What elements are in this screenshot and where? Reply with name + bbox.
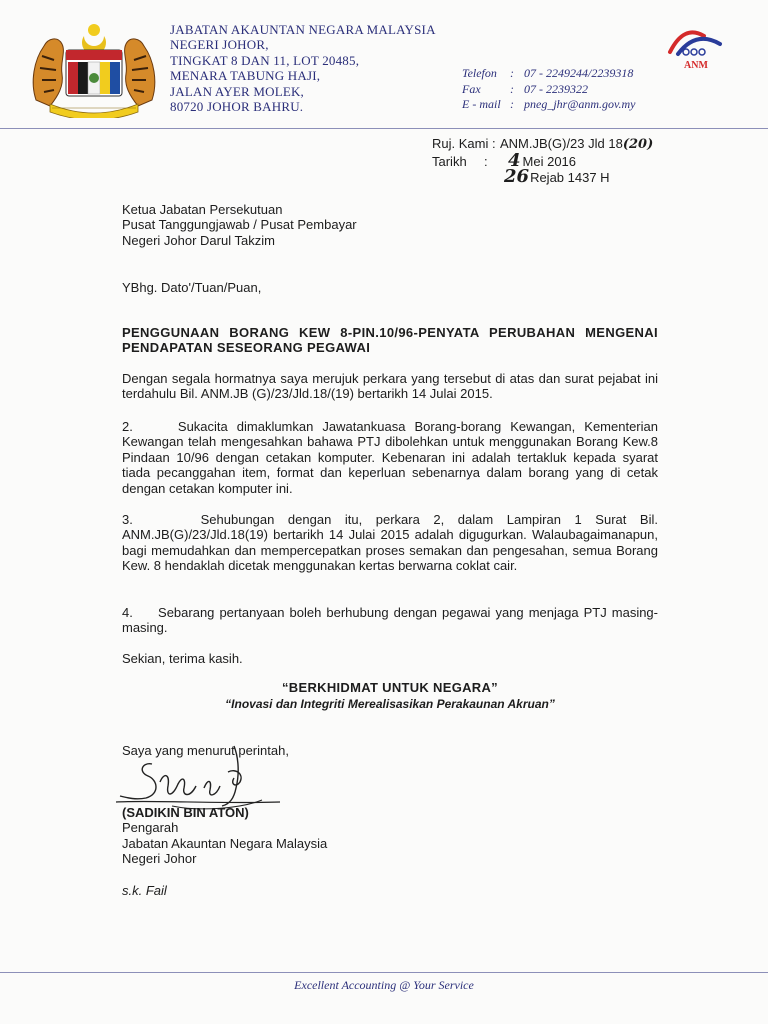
agency-line: NEGERI JOHOR, bbox=[170, 37, 269, 53]
hijri-handwritten-day: 26 bbox=[504, 166, 530, 187]
paragraph-2: 2. Sukacita dimaklumkan Jawatankuasa Borang-borang Kewangan, Kementerian Kewangan telah mengesahkan bahawa PTJ dibolehkan untuk menggunakan Borang Kew.8 Pindaan 10/96 dengan cetakan komputer. Kebenaran ini adalah tertakluk kepada syarat tiada pecanggahan item, format dan keperluan sebenarnya dalam borang yang di cetak dengan cetakan komputer ini. bbox=[122, 419, 658, 496]
email-value: pneg_jhr@anm.gov.my bbox=[524, 97, 636, 111]
ruj-row bbox=[432, 136, 653, 153]
logo-text: ANM bbox=[684, 60, 708, 71]
fax-value: 07 - 2239322 bbox=[524, 81, 588, 96]
agency-line: MENARA TABUNG HAJI, bbox=[170, 68, 321, 84]
footer-tagline: Excellent Accounting @ Your Service bbox=[294, 978, 474, 992]
anm-logo bbox=[664, 22, 726, 72]
coat-of-arms-image bbox=[28, 22, 160, 118]
motto-block bbox=[122, 680, 658, 711]
motto-line-2: “Inovasi dan Integriti Merealisasikan Perakaunan Akruan” bbox=[225, 697, 555, 711]
header-rule bbox=[0, 128, 768, 129]
agency-line: JALAN AYER MOLEK, bbox=[170, 83, 305, 99]
footer-rule bbox=[0, 972, 768, 973]
motto-line-1: “BERKHIDMAT UNTUK NEGARA” bbox=[282, 680, 498, 695]
separator: : bbox=[510, 97, 514, 111]
salutation: YBhg. Dato'/Tuan/Puan, bbox=[122, 280, 262, 295]
contact-block bbox=[462, 66, 635, 113]
subject-title: PENGGUNAAN BORANG KEW 8-PIN.10/96-PENYATA PERUBAHAN MENGENAI PENDAPATAN SESEORANG PEGAWAI bbox=[122, 325, 658, 356]
addressee-line: Negeri Johor Darul Takzim bbox=[122, 232, 275, 248]
separator: : bbox=[510, 66, 514, 80]
tarikh-separator: : bbox=[484, 153, 488, 169]
fax-label: Fax bbox=[462, 81, 481, 96]
paragraph-4: 4. Sebarang pertanyaan boleh berhubung dengan pegawai yang menjaga PTJ masing-masing. bbox=[122, 605, 658, 636]
agency-address-block bbox=[170, 22, 436, 114]
cc-line: s.k. Fail bbox=[122, 883, 167, 898]
reference-block bbox=[432, 136, 653, 186]
hijri-value: Rejab 1437 H bbox=[530, 170, 610, 185]
paragraph-3: 3. Sehubungan dengan itu, perkara 2, dalam Lampiran 1 Surat Bil. ANM.JB(G)/23/Jld.18(19) bertarikh 14 Julai 2015 adalah digugurkan. Walaubagaimanapun, bagi memudahkan dan mempercepatkan proses semakan dan pengesahan, semua Borang Kew. 8 hendaklah dicetak menggunakan kertas berwarna coklat cair. bbox=[122, 512, 658, 574]
fax-row bbox=[462, 82, 635, 98]
signatory-title: Pengarah bbox=[122, 820, 179, 836]
signatory-block bbox=[122, 805, 658, 867]
tarikh-value: Mei 2016 bbox=[522, 153, 577, 169]
ruj-handwritten: (20) bbox=[622, 137, 654, 152]
addressee-line: Pusat Tanggungjawab / Pusat Pembayar bbox=[122, 217, 357, 233]
paragraph-1: Dengan segala hormatnya saya merujuk perkara yang tersebut di atas dan surat pejabat ini terdahulu Bil. ANM.JB (G)/23/Jld.18/(19) bertarikh 14 Julai 2015. bbox=[122, 371, 658, 402]
addressee-line: Ketua Jabatan Persekutuan bbox=[122, 202, 283, 217]
agency-line: JABATAN AKAUNTAN NEGARA MALAYSIA bbox=[170, 22, 436, 37]
tarikh-label: Tarikh bbox=[432, 153, 467, 169]
ruj-label: Ruj. Kami : bbox=[432, 136, 496, 151]
separator: : bbox=[510, 81, 514, 96]
hijri-row bbox=[432, 166, 653, 187]
closing: Sekian, terima kasih. bbox=[122, 651, 243, 666]
signatory-name: (SADIKIN BIN ATON) bbox=[122, 805, 249, 820]
agency-line: TINGKAT 8 DAN 11, LOT 20485, bbox=[170, 52, 360, 68]
signatory-state: Negeri Johor bbox=[122, 851, 197, 867]
agency-line: 80720 JOHOR BAHRU. bbox=[170, 99, 304, 115]
signoff: Saya yang menurut perintah, bbox=[122, 743, 289, 758]
ruj-value: ANM.JB(G)/23 Jld 18 bbox=[500, 136, 623, 151]
email-row bbox=[462, 97, 635, 113]
telefon-value: 07 - 2249244/2239318 bbox=[524, 66, 634, 80]
addressee-block bbox=[122, 202, 658, 248]
signatory-org: Jabatan Akauntan Negara Malaysia bbox=[122, 835, 328, 851]
tarikh-row bbox=[432, 149, 653, 171]
tarikh-handwritten-day: 4 bbox=[508, 149, 521, 171]
email-label: E - mail bbox=[462, 97, 501, 111]
telefon-row bbox=[462, 66, 635, 82]
telefon-label: Telefon bbox=[462, 66, 497, 80]
